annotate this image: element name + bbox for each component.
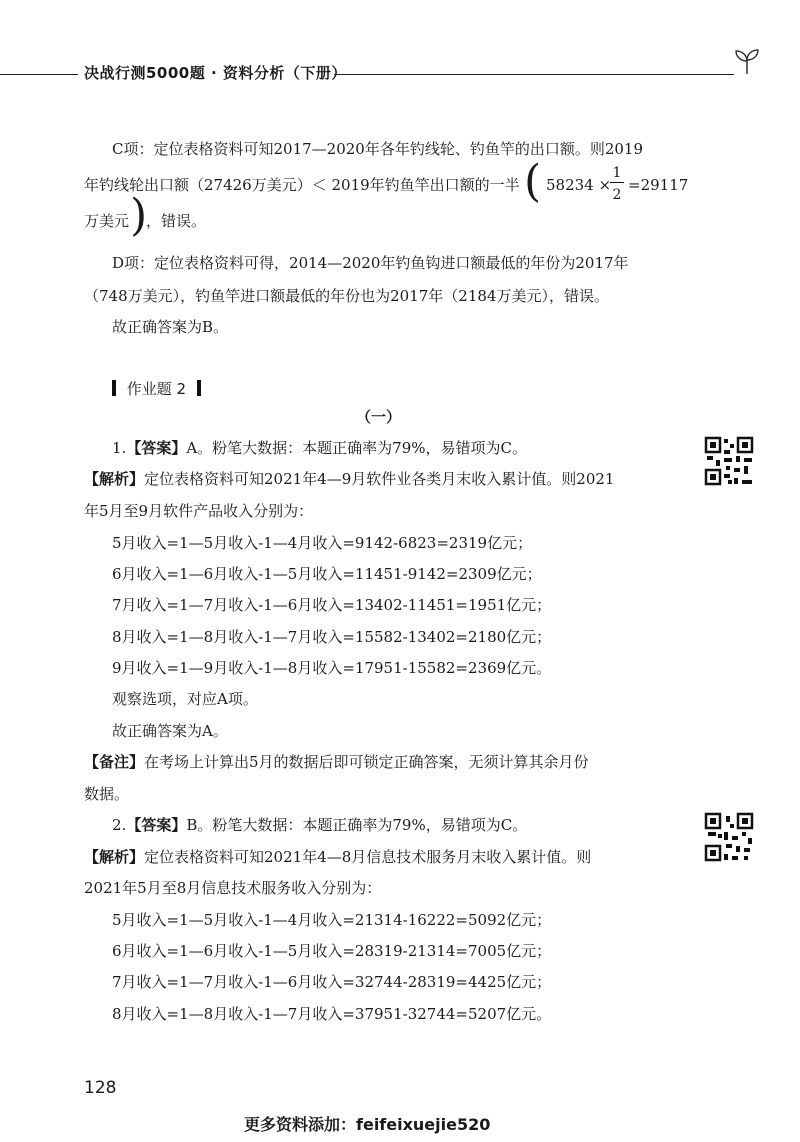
section-heading xyxy=(112,378,201,399)
qr-code-icon[interactable] xyxy=(704,812,754,862)
header-rule-left xyxy=(0,74,78,75)
option-c-expression: 58234 × xyxy=(546,176,612,194)
q1-analysis-line-2: 年5月至9月软件产品收入分别为： xyxy=(84,502,314,520)
q1-calc-september: 9月收入=1—9月收入-1—8月收入=17951-15582=2369亿元。 xyxy=(112,659,552,677)
option-c-line-3-unit: 万美元 xyxy=(84,212,130,230)
option-c-result: =29117 xyxy=(628,176,689,194)
q1-calc-june: 6月收入=1—6月收入-1—5月收入=11451-9142=2309亿元； xyxy=(112,565,542,583)
book-title: 决战行测5000题 · 资料分析（下册） xyxy=(84,64,347,82)
subheading: （一） xyxy=(356,408,402,426)
option-c-line-2: 年钓线轮出口额（27426万美元）＜ 2019年钓鱼竿出口额的一半 xyxy=(84,176,520,194)
q2-answer-line xyxy=(112,818,527,833)
q2-calc-may: 5月收入=1—5月收入-1—4月收入=21314-16222=5092亿元； xyxy=(112,911,552,929)
q1-observe: 观察选项，对应A项。 xyxy=(112,690,258,708)
q1-answer-line xyxy=(112,441,527,456)
heading-bar-right xyxy=(197,380,201,396)
q2-calc-june: 6月收入=1—6月收入-1—5月收入=28319-21314=7005亿元； xyxy=(112,942,552,960)
section-heading-text: 作业题 2 xyxy=(126,380,187,398)
q2-answer-tag: 【答案】 xyxy=(126,816,187,834)
option-c-line-3-verdict: ，错误。 xyxy=(146,212,207,230)
q1-final-answer: 故正确答案为A。 xyxy=(112,722,228,740)
sprout-icon xyxy=(732,46,762,76)
q2-analysis-line-1 xyxy=(84,850,591,865)
q2-analysis-tag: 【解析】 xyxy=(84,848,145,866)
option-d-line-2: （748万美元），钓鱼竿进口额最低的年份也为2017年（2184万美元），错误。 xyxy=(84,287,609,305)
q2-calc-july: 7月收入=1—7月收入-1—6月收入=32744-28319=4425亿元； xyxy=(112,973,552,991)
q1-number: 1. xyxy=(112,439,127,457)
q1-note-tag: 【备注】 xyxy=(84,753,145,771)
fraction-numerator: 1 xyxy=(612,165,622,181)
running-header xyxy=(0,58,800,88)
q1-calc-august: 8月收入=1—8月收入-1—7月收入=15582-13402=2180亿元； xyxy=(112,628,552,646)
q1-analysis-tag: 【解析】 xyxy=(84,470,145,488)
fraction-denominator: 2 xyxy=(612,187,622,203)
q1-note-text-1: 在考场上计算出5月的数据后即可锁定正确答案，无须计算其余月份 xyxy=(144,753,589,771)
answer-line-b: 故正确答案为B。 xyxy=(112,318,229,336)
heading-bar-left xyxy=(112,380,116,396)
q2-answer-text: B。粉笔大数据：本题正确率为79%，易错项为C。 xyxy=(186,816,528,834)
fraction-bar xyxy=(610,182,624,183)
option-c-line-1: C项：定位表格资料可知2017—2020年各年钓线轮、钓鱼竿的出口额。则2019 xyxy=(112,140,644,158)
q1-note-line-1 xyxy=(84,755,589,770)
option-d-line-1: D项：定位表格资料可得，2014—2020年钓鱼钩进口额最低的年份为2017年 xyxy=(112,254,629,272)
q1-analysis-line-1 xyxy=(84,472,614,487)
footer-note: 更多资料添加：feifeixuejie520 xyxy=(244,1115,491,1134)
q1-analysis-text-1: 定位表格资料可知2021年4—9月软件业各类月末收入累计值。则2021 xyxy=(144,470,615,488)
q2-number: 2. xyxy=(112,816,127,834)
right-paren: ) xyxy=(130,190,148,241)
q2-calc-august: 8月收入=1—8月收入-1—7月收入=37951-32744=5207亿元。 xyxy=(112,1005,552,1023)
left-paren: ( xyxy=(524,156,542,207)
fraction-one-half xyxy=(610,165,624,203)
q1-calc-july: 7月收入=1—7月收入-1—6月收入=13402-11451=1951亿元； xyxy=(112,596,552,614)
header-rule-right xyxy=(334,74,734,75)
qr-code-icon[interactable] xyxy=(704,436,754,486)
q1-answer-tag: 【答案】 xyxy=(126,439,187,457)
q1-note-line-2: 数据。 xyxy=(84,785,130,803)
q2-analysis-text-1: 定位表格资料可知2021年4—8月信息技术服务月末收入累计值。则 xyxy=(144,848,592,866)
q1-calc-may: 5月收入=1—5月收入-1—4月收入=9142-6823=2319亿元； xyxy=(112,534,533,552)
q1-answer-text: A。粉笔大数据：本题正确率为79%，易错项为C。 xyxy=(186,439,527,457)
q2-analysis-line-2: 2021年5月至8月信息技术服务收入分别为： xyxy=(84,879,382,897)
page-number: 128 xyxy=(84,1078,117,1098)
